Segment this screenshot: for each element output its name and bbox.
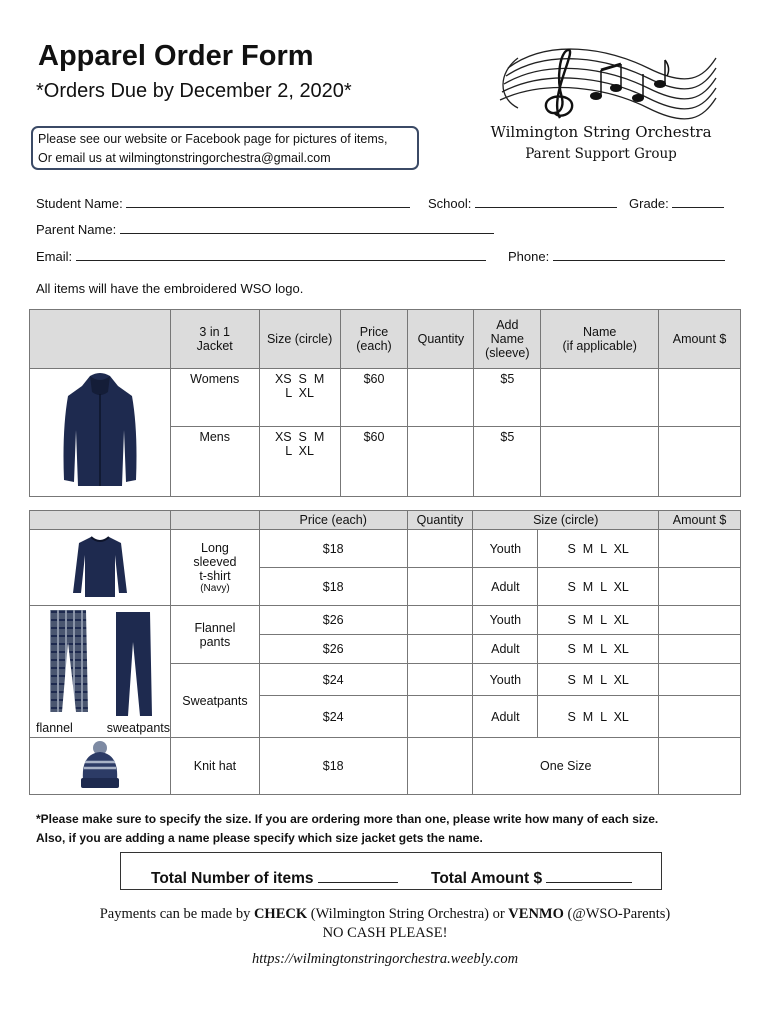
pants-image (30, 608, 170, 722)
hat-size-cell: One Size (473, 738, 659, 795)
jacket-name-header (541, 310, 659, 369)
jacket-type-cell: Womens (170, 369, 259, 427)
header-text: (if applicable) (562, 339, 637, 353)
header-text: (sleeve) (485, 346, 530, 360)
school-field[interactable] (428, 196, 617, 211)
tshirt-label-cell (171, 530, 260, 606)
quantity-cell[interactable] (407, 696, 473, 738)
due-date: *Orders Due by December 2, 2020* (36, 80, 352, 102)
jacket-name-cell[interactable] (541, 427, 659, 497)
student-name-blank[interactable] (126, 196, 410, 208)
header-text: (each) (356, 339, 392, 353)
apparel-item-header (171, 511, 260, 530)
size-options: XS S M (274, 430, 325, 444)
quantity-cell[interactable] (407, 530, 473, 568)
jacket-table (29, 309, 741, 497)
amount-cell[interactable] (659, 568, 741, 606)
student-name-label: Student Name: (36, 196, 123, 211)
amount-cell[interactable] (659, 530, 741, 568)
apparel-image-header (30, 511, 171, 530)
apparel-quantity-header: Quantity (407, 511, 473, 530)
jacket-type-header (170, 310, 259, 369)
size-options: XS S M (274, 372, 325, 386)
jacket-type-cell: Mens (170, 427, 259, 497)
school-label: School: (428, 196, 472, 211)
tshirt-label: sleeved (193, 555, 237, 569)
price-cell: $24 (259, 696, 407, 738)
size-options-cell[interactable]: S M L XL (538, 606, 659, 635)
hat-image-cell (30, 738, 171, 795)
tshirt-image-cell (30, 530, 171, 606)
no-cash-note: NO CASH PLEASE! (322, 925, 448, 941)
logo-group-name: Parent Support Group (525, 146, 677, 162)
apparel-price-header: Price (each) (259, 511, 407, 530)
info-note (31, 126, 419, 170)
price-cell: $24 (259, 664, 407, 696)
student-name-field[interactable] (36, 196, 410, 211)
total-items-field[interactable] (151, 870, 398, 888)
total-items-label: Total Number of items (151, 870, 314, 887)
amount-cell[interactable] (659, 664, 741, 696)
flannel-caption: flannel (36, 721, 73, 735)
grade-field[interactable] (629, 196, 724, 211)
size-options-cell[interactable]: S M L XL (538, 530, 659, 568)
jacket-price-header (340, 310, 408, 369)
phone-label: Phone: (508, 249, 550, 264)
price-cell: $18 (259, 530, 407, 568)
flannel-label: Flannel (194, 620, 236, 635)
jacket-name-cell[interactable] (541, 369, 659, 427)
jacket-quantity-cell[interactable] (408, 427, 474, 497)
payment-text: Payments can be made by (99, 906, 254, 922)
tshirt-label: Long (201, 541, 229, 555)
size-footnote (36, 810, 658, 848)
header-text: Price (359, 325, 389, 339)
parent-name-field[interactable] (36, 222, 494, 237)
jacket-amount-cell[interactable] (659, 427, 741, 497)
footnote-line: *Please make sure to specify the size. If you are ordering more than one, please write how many of each size. (36, 812, 659, 826)
total-amount-label: Total Amount $ (431, 870, 543, 887)
jacket-price-cell: $60 (340, 369, 408, 427)
size-options-cell[interactable]: S M L XL (538, 568, 659, 606)
hat-label-cell: Knit hat (171, 738, 260, 795)
payment-venmo: VENMO (508, 906, 564, 922)
price-cell: $26 (259, 635, 407, 664)
payment-line (0, 905, 770, 924)
jacket-add-name-cell: $5 (474, 369, 541, 427)
header-text: Jacket (196, 339, 233, 353)
parent-name-blank[interactable] (120, 222, 494, 234)
quantity-cell[interactable] (407, 606, 473, 635)
footnote-line: Also, if you are adding a name please specify which size jacket gets the name. (36, 831, 483, 845)
quantity-cell[interactable] (407, 568, 473, 606)
total-amount-blank[interactable] (546, 871, 632, 883)
info-note-line: Please see our website or Facebook page for pictures of items, (38, 132, 388, 146)
apparel-size-header: Size (circle) (473, 511, 659, 530)
fit-cell: Youth (473, 530, 538, 568)
size-options: L XL (285, 444, 314, 458)
grade-label: Grade: (629, 196, 669, 211)
jacket-amount-header: Amount $ (659, 310, 741, 369)
info-note-line: Or email us at wilmingtonstringorchestra@gmail.com (38, 151, 331, 165)
email-blank[interactable] (76, 249, 486, 261)
jacket-add-name-cell: $5 (474, 427, 541, 497)
payment-info (0, 905, 770, 943)
email-label: Email: (36, 249, 73, 264)
flannel-label-cell (171, 606, 260, 664)
header-text: Name (490, 332, 524, 346)
quantity-cell[interactable] (407, 738, 473, 795)
jacket-size-header: Size (circle) (259, 310, 340, 369)
header-text: Add (496, 318, 519, 332)
fit-cell: Youth (473, 664, 538, 696)
amount-cell[interactable] (659, 635, 741, 664)
parent-name-label: Parent Name: (36, 222, 117, 237)
sweatpants-caption: sweatpants (106, 721, 170, 735)
jacket-size-cell[interactable] (259, 427, 340, 497)
flannel-label: pants (199, 634, 231, 649)
jacket-image-header (30, 310, 171, 369)
sweatpants-label-cell: Sweatpants (171, 664, 260, 738)
amount-cell[interactable] (659, 696, 741, 738)
amount-cell[interactable] (659, 738, 741, 795)
header-text: 3 in 1 (199, 325, 231, 339)
header-text: Name (583, 325, 617, 339)
phone-blank[interactable] (553, 249, 725, 261)
form-title: Apparel Order Form (38, 40, 314, 72)
jacket-add-name-header (474, 310, 541, 369)
totals-box (120, 852, 662, 890)
price-cell: $18 (259, 738, 407, 795)
payment-check: CHECK (253, 906, 308, 922)
apparel-amount-header: Amount $ (659, 511, 741, 530)
apparel-table (29, 510, 741, 795)
size-options: L XL (285, 386, 314, 400)
grade-blank[interactable] (672, 196, 724, 208)
tshirt-image (73, 535, 127, 597)
fit-cell: Youth (473, 606, 538, 635)
jacket-size-cell[interactable] (259, 369, 340, 427)
fit-cell: Adult (473, 635, 538, 664)
payment-text: (Wilmington String Orchestra) or (307, 906, 509, 922)
price-cell: $18 (259, 568, 407, 606)
fit-cell: Adult (473, 568, 538, 606)
logo-org-name: Wilmington String Orchestra (490, 123, 712, 141)
jacket-price-cell: $60 (340, 427, 408, 497)
size-options-cell[interactable]: S M L XL (538, 664, 659, 696)
phone-field[interactable] (508, 249, 725, 264)
pants-image-cell (30, 606, 171, 738)
fit-cell: Adult (473, 696, 538, 738)
tshirt-label: t-shirt (199, 569, 231, 583)
knit-hat-image (77, 740, 123, 790)
website-link[interactable]: https://wilmingtonstringorchestra.weebly.com (251, 951, 519, 967)
jacket-amount-cell[interactable] (659, 369, 741, 427)
quantity-cell[interactable] (407, 664, 473, 696)
amount-cell[interactable] (659, 606, 741, 635)
size-options-cell[interactable]: S M L XL (538, 696, 659, 738)
quantity-cell[interactable] (407, 635, 473, 664)
total-amount-field[interactable] (431, 870, 632, 888)
jacket-image (60, 370, 140, 492)
total-items-blank[interactable] (318, 871, 398, 883)
logo-note: All items will have the embroidered WSO logo. (36, 281, 304, 296)
payment-text: (@WSO-Parents) (563, 906, 671, 922)
tshirt-color: (Navy) (200, 583, 230, 594)
jacket-quantity-cell[interactable] (408, 369, 474, 427)
jacket-quantity-header: Quantity (408, 310, 474, 369)
email-field[interactable] (36, 249, 486, 264)
school-blank[interactable] (475, 196, 617, 208)
jacket-image-cell (30, 369, 171, 497)
size-options-cell[interactable]: S M L XL (538, 635, 659, 664)
price-cell: $26 (259, 606, 407, 635)
